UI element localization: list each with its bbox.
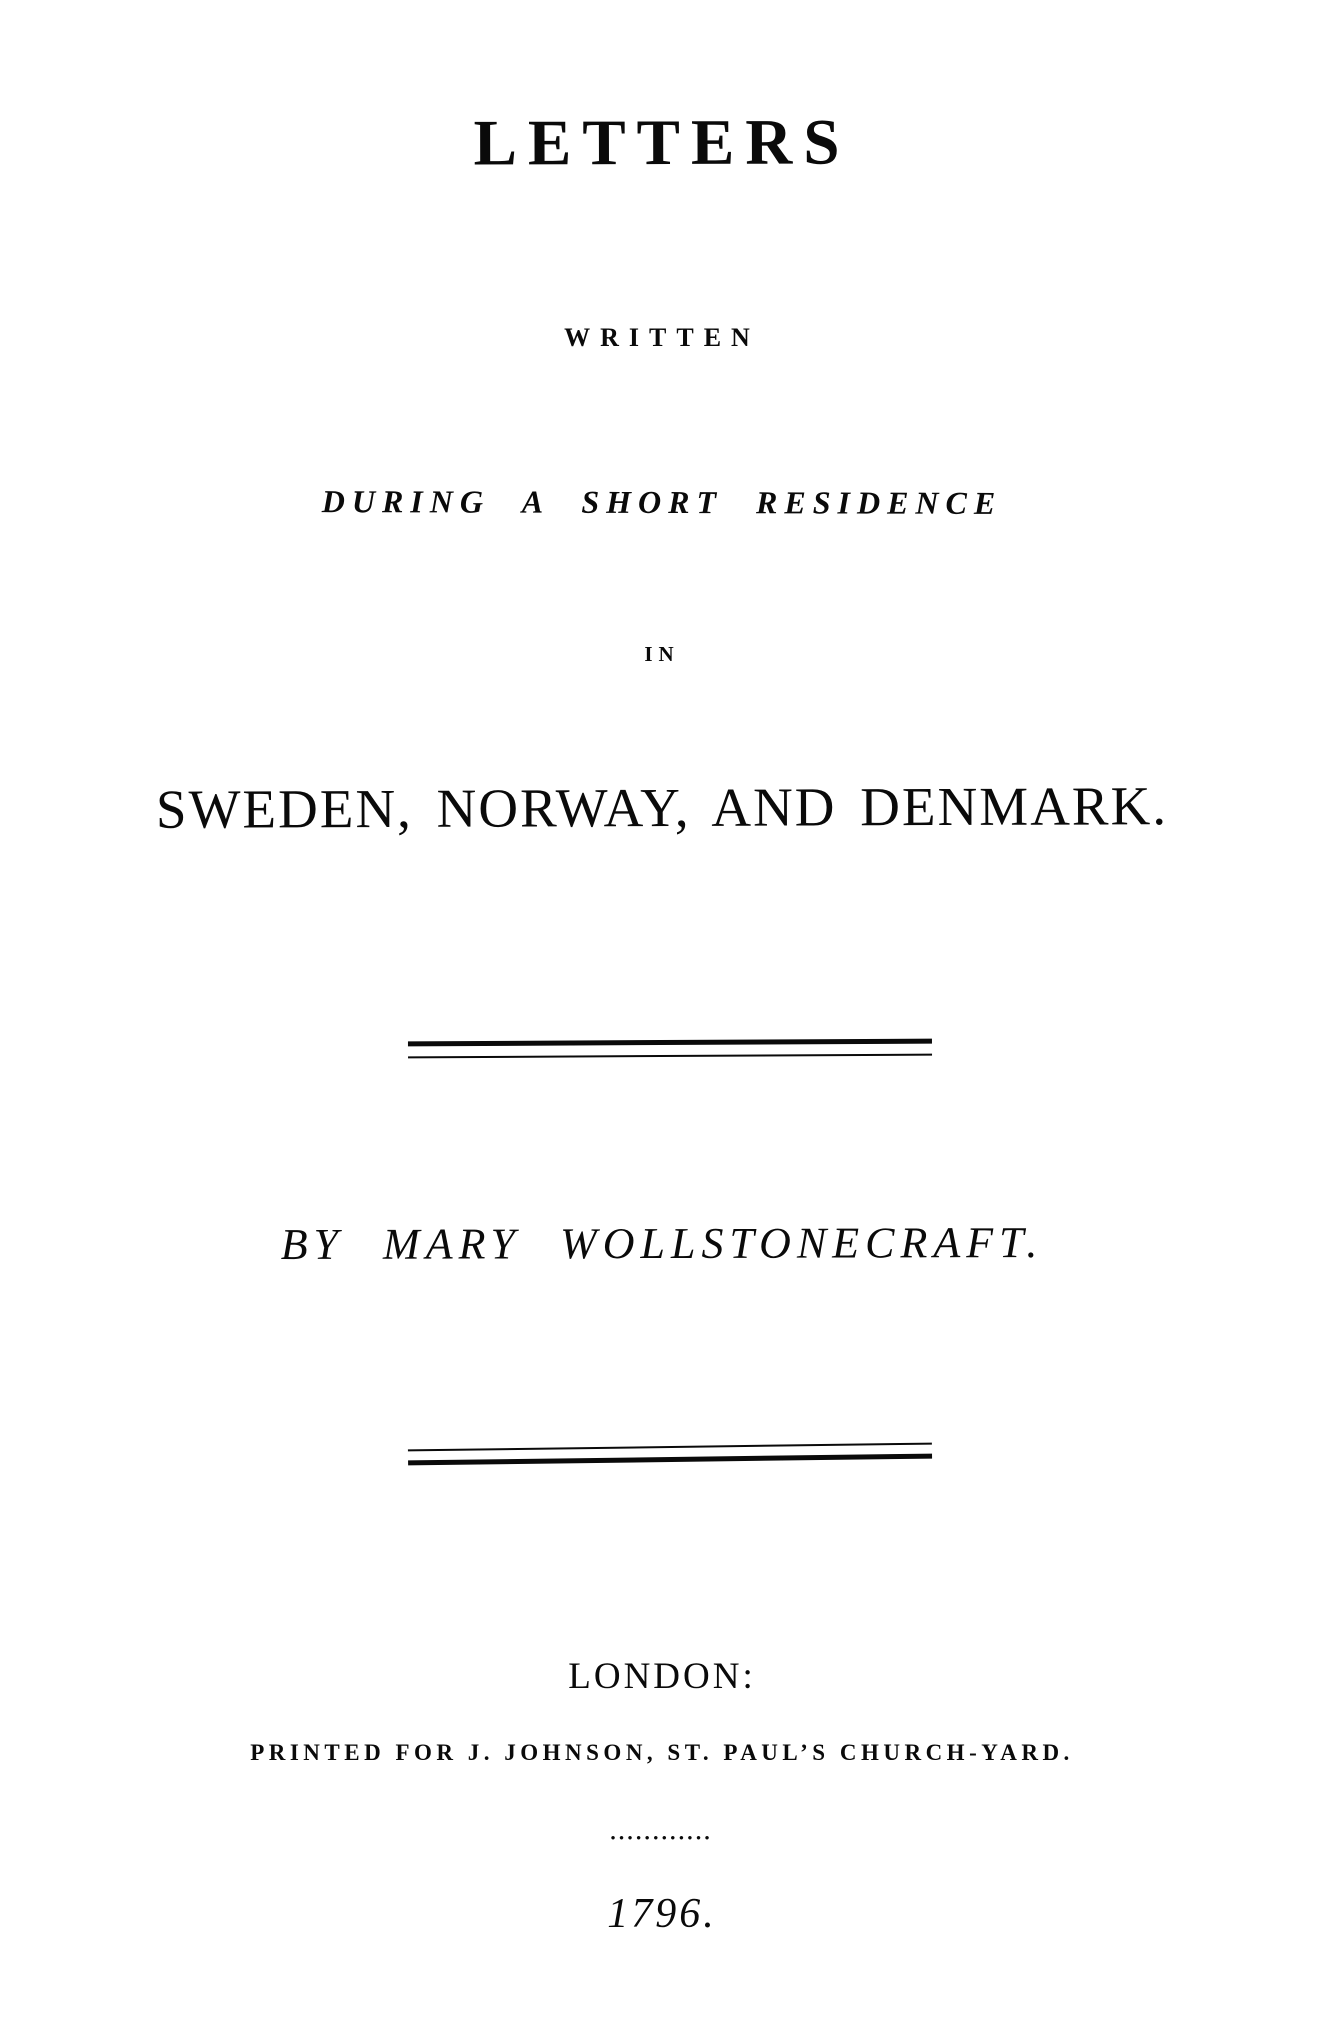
book-title: LETTERS — [473, 106, 851, 180]
countries-line: SWEDEN, NORWAY, AND DENMARK. — [155, 775, 1169, 840]
author-byline: BY MARY WOLLSTONECRAFT. — [280, 1218, 1044, 1269]
in-label: IN — [644, 642, 680, 666]
written-label: WRITTEN — [564, 323, 760, 352]
rule-thin-line — [408, 1054, 932, 1059]
publication-city: LONDON: — [568, 1656, 756, 1697]
rule-thick-line — [408, 1039, 932, 1047]
double-rule-bottom — [408, 1443, 932, 1466]
publication-year: 1796. — [607, 1891, 717, 1937]
rule-thick-line — [408, 1454, 932, 1466]
book-subtitle: DURING A SHORT RESIDENCE — [321, 483, 1003, 521]
publisher-imprint: PRINTED FOR J. JOHNSON, ST. PAUL’S CHURCH-YARD. — [250, 1740, 1074, 1765]
rule-thin-line — [408, 1443, 932, 1452]
dotted-ornament: •••••••••••• — [610, 1830, 714, 1845]
double-rule-top — [408, 1039, 932, 1059]
